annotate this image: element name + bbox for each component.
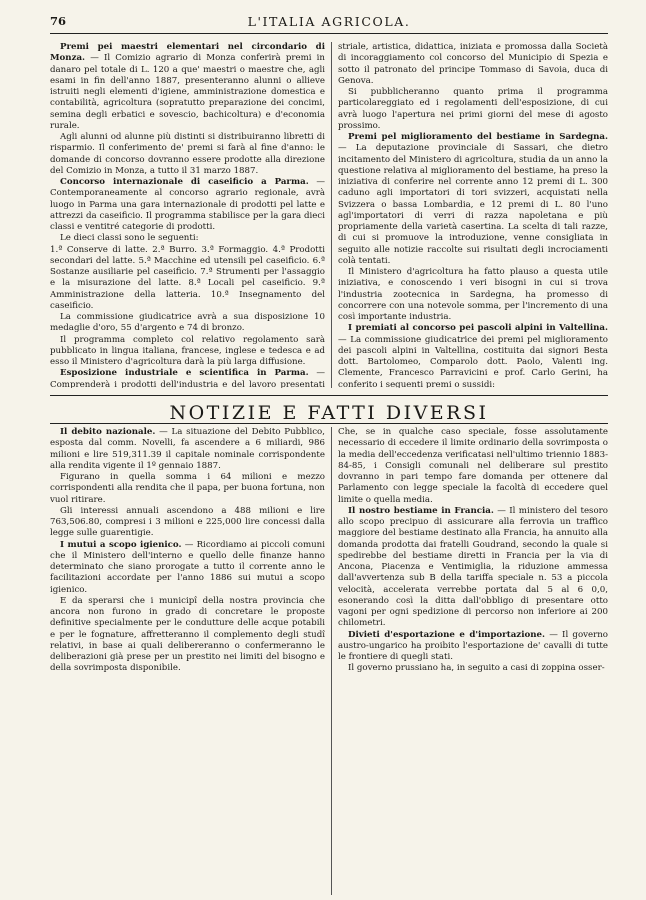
paragraph-text: Il governo prussiano ha, in seguito a casi di zoppina osser- [348, 663, 605, 674]
paragraph-text: — La commissione giudicatrice dei premi pel miglioramento dei pascoli alpini in Valtellina, costituita dai signori Besta dott. Bartolomeo, Comparolo dott. Paolo, Valenti ing. Clemente, Francesco Parravicini e prof. Carlo Gerini, ha conferito i seguenti premi o sussidi: [338, 334, 608, 388]
paragraph-text: Si pubblicheranno quanto prima il programma particolareggiato ed i regolamenti dell'esposizione, di cui avrà luogo l'apertura nei primi giorni del mese di agosto prossimo. [338, 87, 608, 131]
paragraph-title: Premi pei maestri elementari nel circondario di Monza. [50, 42, 325, 64]
paragraph-text: Figurano in quella somma i 64 milioni e mezzo corrispondenti alla rendita che il papa, per buona fortuna, non vuol ritirare. [50, 472, 325, 505]
paragraph-text: striale, artistica, didattica, iniziata e promossa dalla Società di incoraggiamento col concorso del Municipio di Spezia e sotto il patronato del principe Tommaso di Savoia, duca di Genova. [338, 42, 608, 86]
paragraph [338, 42, 608, 87]
paragraph [50, 335, 325, 369]
paragraph-title: Premi pel miglioramento del bestiame in Sardegna. [348, 132, 608, 142]
column-2-text [338, 42, 608, 388]
column-divider-top [331, 42, 332, 388]
section-title: NOTIZIE E FATTI DIVERSI [169, 402, 489, 424]
paragraph-text: Le dieci classi sono le seguenti: [60, 233, 199, 244]
paragraph-title: Divieti d'esportazione e d'importazione. [348, 629, 545, 640]
paragraph-text: 1.ª Conserve di latte. 2.ª Burro. 3.ª Formaggio. 4.ª Prodotti secondari del latte. 5.ª Macchine ed utensili pel caseificio. 6.ª Sostanze ausiliarie pel caseificio. 7.ª Strumenti per l'assaggio e la misurazione del latte. 8.ª Locali pel caseificio. 9.ª Amministrazione della latteria. 10.ª Insegnamento del caseificio. [50, 244, 325, 311]
paragraph-text: Che, se in qualche caso speciale, fosse assolutamente necessario di eccedere il limite ordinario della sovrimposta o la media dell'eccedenza verificatasi nell'ultimo triennio 1883-84-85, i Consigli comunali nel deliberare sul prestito dovranno in pari tempo fare domanda per ottenere dal Parlamento con legge speciale la facoltà di eccedere quel limite o quella media. [338, 427, 608, 505]
paragraph-text: Agli alunni od alunne più distinti si distribuiranno libretti di risparmio. Il conferimento de' premi si farà al fine d'anno: le domande di concorso dovranno essere prodotte alla direzione del Comizio in Monza, a tutto il 31 marzo 1887. [50, 132, 325, 176]
paragraph [50, 177, 325, 233]
paragraph [50, 472, 325, 506]
paragraph-text: — Ricordiamo ai piccoli comuni che il Ministero dell'interno e quello delle finanze hanno determinato che siano prorogate a tutto il corrente anno le facilitazioni accordate per l'anno 1886 sui mutui a scopo igienico. [50, 539, 325, 595]
paragraph [50, 233, 325, 244]
paragraph-text: — La situazione del Debito Pubblico, esposta dal comm. Novelli, fa ascendere a 6 miliardi, 986 milioni e lire 519,311.39 il capitale nominale corrispondente alla rendita vigente il 1º gennaio 1887. [50, 427, 325, 471]
header-rule [50, 33, 608, 34]
paragraph-title: Il nostro bestiame in Francia. [348, 505, 494, 516]
column-3 [50, 427, 325, 895]
paragraph-text: — Il ministero del tesoro allo scopo precipuo di assicurare alla ferrovia un traffico maggiore del bestiame destinato alla Francia, ha annuito alla domanda prodotta dai fratelli Goudrand, secondo la quale si spedirebbe del bestiame diretti in Francia per la via di Ancona, Piacenza e Ventimiglia, la riduzione ammessa dall'avvertenza sub B della tariffa speciale n. 53 a piccola velocità, accelerata verrebbe portata dal 5 al 6 0,0, esonerando così la ditta dall'obbligo di presentare otto vagoni per ogni spedizione di percorso non inferiore ai 200 chilometri. [338, 505, 608, 629]
paragraph [338, 132, 608, 267]
paragraph [50, 427, 325, 472]
paragraph [50, 540, 325, 596]
section-rule-top [50, 395, 608, 396]
paragraph [50, 245, 325, 313]
paragraph-text: La commissione giudicatrice avrà a sua disposizione 10 medaglie d'oro, 55 d'argento e 74 di bronzo. [50, 312, 325, 334]
section-rule-bottom [50, 423, 608, 424]
column-1 [50, 42, 325, 388]
paragraph-text: — Contemporaneamente al concorso agrario regionale, avrà luogo in Parma una gara internazionale di prodotti pel latte e attrezzi da caseificio. Il programma stabilisce per la gara dieci classi e ventitré categorie di prodotti. [50, 177, 325, 232]
paragraph-title: Il debito nazionale. [60, 427, 156, 437]
paragraph [338, 267, 608, 323]
paragraph [50, 42, 325, 132]
paragraph-title: I premiati al concorso pei pascoli alpini in Valtellina. [348, 323, 608, 334]
paragraph [338, 323, 608, 388]
paragraph [338, 427, 608, 506]
page-number: 76 [50, 14, 67, 28]
paragraph [50, 596, 325, 675]
paragraph-text: Gli interessi annuali ascendono a 488 milioni e lire 763,506.80, compresi i 3 milioni e 225,000 lire concessi dalla legge sulle guarentigie. [50, 505, 325, 539]
paragraph [338, 87, 608, 132]
paragraph-title: I mutui a scopo igienico. [60, 539, 182, 550]
paragraph [50, 312, 325, 335]
paragraph [338, 506, 608, 630]
paragraph-title: Esposizione industriale e scientifica in Parma. [60, 368, 309, 379]
column-4 [338, 427, 608, 895]
paragraph-text: — La deputazione provinciale di Sassari, che dietro incitamento del Ministero di agricoltura, studia da un anno la questione relativa al miglioramento del bestiame, ha preso la iniziativa di conferire nel corrente anno 12 premi di L. 300 caduno agli importatori di tori svizzeri, acquistati nella Svizzera o bassa Lombardia, e 12 premi di L. 80 l'uno agl'importatori di verri di razza napoletana e più propriamente della varietà casertina. La scelta di tali razze, di cui si promuove la introduzione, venne consigliata in seguito alle notizie raccolte sui risultati degli incrociamenti colà tentati. [338, 143, 608, 266]
paragraph-text: — Comprenderà i prodotti dell'industria e del lavoro presentati [50, 368, 325, 388]
paragraph-text: — Il governo austro-ungarico ha proibito l'esportazione de' cavalli di tutte le frontiere di quegli stati. [338, 629, 608, 662]
paragraph-text: — Il Comizio agrario di Monza conferirà premi in danaro pel totale di L. 120 a que' maestri o maestre che, agli esami in fin dell'anno 1887, presenteranno alunni o allieve istruiti negli elementi d'igiene, amministrazione domestica e contabilità, agricoltura (sopratutto preparazione dei concimi, semina degli erbatici e sovescio, bachicoltura) e d'economia rurale. [50, 53, 325, 131]
paragraph [50, 132, 325, 177]
column-2 [338, 42, 608, 388]
column-divider-bottom [331, 427, 332, 895]
paragraph-text: Il programma completo col relativo regolamento sarà pubblicato in lingua italiana, francese, inglese e tedesca e ad esso il Ministero d'agricoltura darà la più larga diffusione. [50, 334, 325, 367]
paragraph-text: Il Ministero d'agricoltura ha fatto plauso a questa utile iniziativa, e conoscendo i veri bisogni in cui si trova l'industria zootecnica in Sardegna, ha promesso di concorrere con una notevole somma, per l'incremento di una così importante industria. [338, 267, 608, 322]
paragraph [50, 506, 325, 540]
paragraph-text: E da sperarsi che i municipî della nostra provincia che ancora non furono in grado di concretare le proposte definitive specialmente per le condutture delle acque potabili e per le fognature, affretteranno il complemento degli studî relativi, in base ai quali delibereranno o confermeranno le deliberazioni già prese per un prestito nei limiti del bisogno e della sovrimposta disponibile. [50, 595, 325, 674]
paragraph [338, 630, 608, 664]
paragraph-title: Concorso internazionale di caseificio a Parma. [60, 177, 309, 187]
paragraph [50, 368, 325, 388]
page-header [50, 14, 608, 30]
journal-title: L'ITALIA AGRICOLA. [247, 14, 411, 29]
paragraph [338, 663, 608, 674]
